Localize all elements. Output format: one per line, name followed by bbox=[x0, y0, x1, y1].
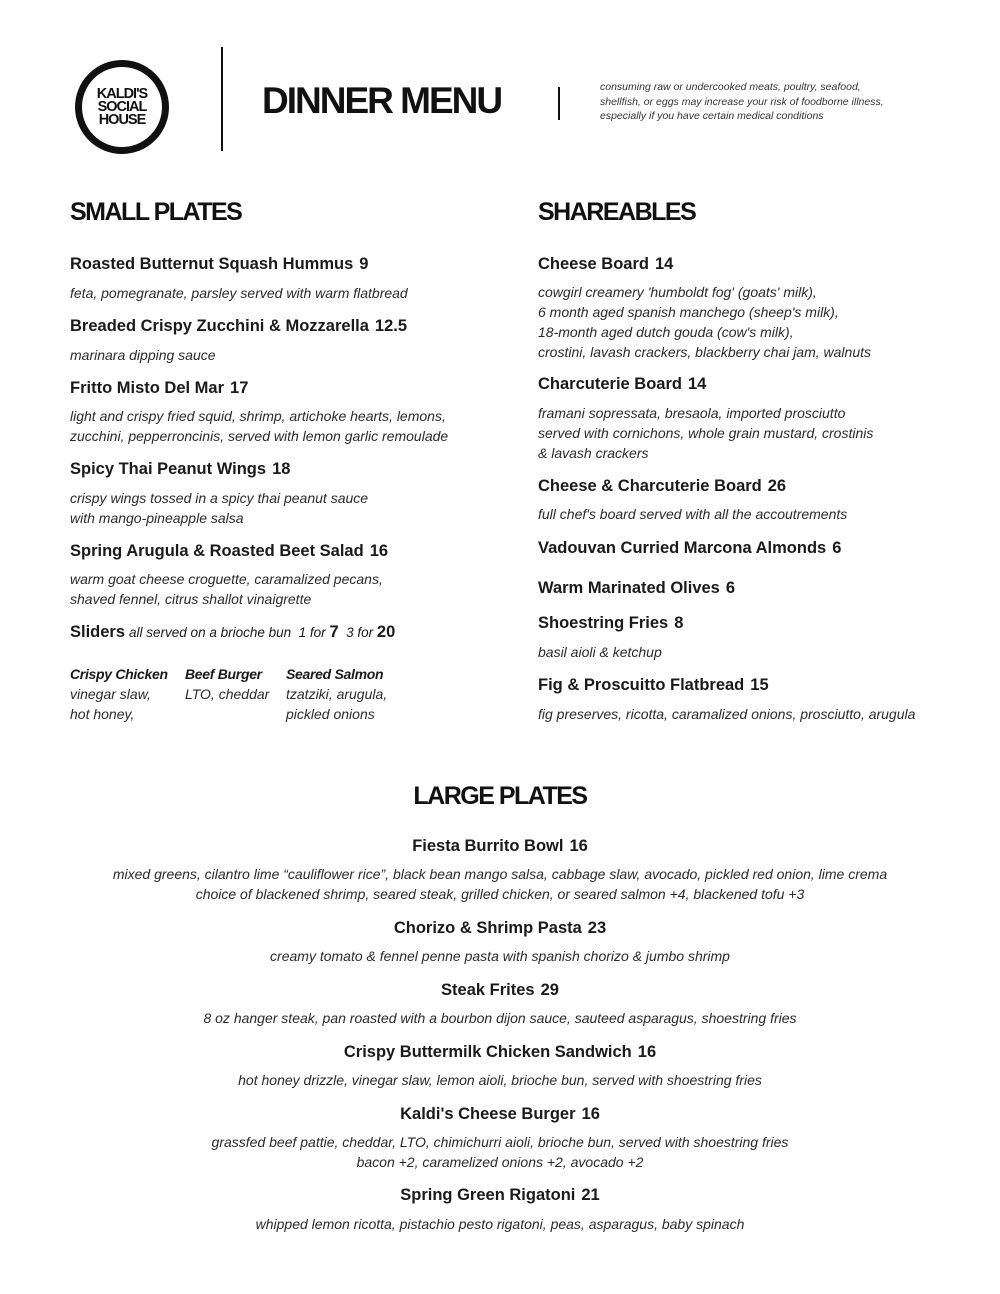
description-line: hot honey drizzle, vinegar slaw, lemon aioli, brioche bun, served with shoestring fries bbox=[238, 1072, 762, 1088]
item-price: 18 bbox=[272, 460, 291, 478]
item-price: 12.5 bbox=[374, 317, 408, 335]
menu-item bbox=[0, 919, 1000, 938]
menu-item bbox=[538, 676, 769, 695]
menu-item bbox=[538, 255, 673, 274]
item-description bbox=[70, 406, 448, 446]
description-line: feta, pomegranate, parsley served with warm flatbread bbox=[70, 285, 408, 301]
slider-option-crispy-chicken bbox=[70, 664, 168, 724]
slider-option-name: Seared Salmon bbox=[286, 666, 384, 682]
sliders-option-2-price: 20 bbox=[376, 623, 396, 641]
advisory-line: shellfish, or eggs may increase your risk of foodborne illness, bbox=[600, 95, 884, 108]
food-advisory bbox=[600, 80, 900, 124]
logo-line-2: SOCIAL bbox=[97, 98, 147, 115]
menu-item bbox=[0, 981, 1000, 1000]
slider-option-desc: tzatziki, arugula, bbox=[286, 686, 388, 702]
advisory-line: consuming raw or undercooked meats, poultry, seafood, bbox=[600, 81, 861, 93]
item-description bbox=[70, 488, 368, 528]
slider-option-desc: LTO, cheddar bbox=[185, 686, 270, 702]
menu-item bbox=[538, 579, 735, 598]
item-price: 14 bbox=[687, 375, 707, 393]
description-line: choice of blackened shrimp, seared steak, grilled chicken, or seared salmon +4, blackened tofu +3 bbox=[195, 886, 805, 902]
description-line: with mango-pineapple salsa bbox=[70, 510, 244, 526]
item-price: 16 bbox=[369, 542, 389, 560]
item-name: Kaldi's Cheese Burger bbox=[400, 1105, 576, 1123]
slider-option-desc: vinegar slaw, bbox=[70, 686, 151, 702]
item-description bbox=[0, 1214, 1000, 1234]
item-price: 6 bbox=[725, 579, 736, 597]
item-name: Vadouvan Curried Marcona Almonds bbox=[538, 539, 827, 557]
sliders-note-text: all served on a brioche bun bbox=[129, 625, 292, 640]
advisory-line: especially if you have certain medical conditions bbox=[600, 110, 824, 122]
item-price: 16 bbox=[581, 1105, 600, 1123]
item-price: 14 bbox=[654, 255, 674, 273]
item-description bbox=[70, 283, 408, 303]
menu-item bbox=[538, 614, 683, 633]
description-line: crispy wings tossed in a spicy thai peanut sauce bbox=[70, 490, 369, 506]
item-price: 6 bbox=[832, 539, 842, 557]
description-line: warm goat cheese croguette, caramalized pecans, bbox=[70, 571, 383, 587]
slider-option-name: Crispy Chicken bbox=[70, 666, 168, 682]
description-line: bacon +2, caramelized onions +2, avocado +2 bbox=[356, 1154, 644, 1170]
menu-item bbox=[0, 1105, 1000, 1124]
item-description bbox=[0, 1132, 1000, 1172]
item-description bbox=[538, 403, 873, 463]
item-price: 8 bbox=[674, 614, 684, 632]
item-name: Spring Arugula & Roasted Beet Salad bbox=[70, 542, 364, 560]
header-divider-right bbox=[558, 87, 560, 120]
description-line: light and crispy fried squid, shrimp, artichoke hearts, lemons, bbox=[70, 408, 446, 424]
item-description bbox=[70, 345, 216, 365]
item-description bbox=[0, 1070, 1000, 1090]
description-line: fig preserves, ricotta, caramalized onions, prosciutto, arugula bbox=[538, 706, 916, 722]
header-divider-left bbox=[221, 47, 223, 151]
description-line: served with cornichons, whole grain mustard, crostinis bbox=[538, 425, 874, 441]
item-price: 15 bbox=[750, 676, 769, 694]
item-name: Chorizo & Shrimp Pasta bbox=[393, 919, 582, 937]
sliders-option-2-text: 3 for bbox=[346, 625, 374, 640]
description-line: grassfed beef pattie, cheddar, LTO, chimichurri aioli, brioche bun, served with shoestring fries bbox=[211, 1134, 789, 1150]
item-name: Shoestring Fries bbox=[538, 614, 669, 632]
item-price: 21 bbox=[581, 1186, 600, 1204]
item-description bbox=[0, 946, 1000, 966]
item-price: 29 bbox=[540, 981, 559, 999]
description-line: 18-month aged dutch gouda (cow's milk), bbox=[538, 324, 794, 340]
item-name: Fiesta Burrito Bowl bbox=[412, 837, 564, 855]
description-line: cowgirl creamery 'humboldt fog' (goats' milk), bbox=[538, 284, 817, 300]
item-name: Crispy Buttermilk Chicken Sandwich bbox=[343, 1043, 632, 1061]
item-description bbox=[70, 569, 383, 609]
kaldis-logo bbox=[75, 60, 169, 154]
item-description bbox=[538, 504, 847, 524]
item-price: 23 bbox=[587, 919, 607, 937]
item-description bbox=[0, 1008, 1000, 1028]
menu-item bbox=[0, 1043, 1000, 1062]
description-line: mixed greens, cilantro lime “cauliflower rice”, black bean mango salsa, cabbage slaw, avocado, pickled red onion, lime crema bbox=[112, 866, 888, 882]
menu-item bbox=[70, 542, 388, 561]
item-price: 16 bbox=[569, 837, 588, 855]
slider-option-desc: pickled onions bbox=[286, 706, 375, 722]
item-name: Fritto Misto Del Mar bbox=[70, 379, 225, 397]
description-line: zucchini, pepperroncinis, served with lemon garlic remoulade bbox=[70, 428, 449, 444]
menu-item bbox=[70, 255, 368, 274]
sliders-option-1-price: 7 bbox=[329, 623, 339, 641]
large-plates-title: LARGE PLATES bbox=[413, 782, 587, 810]
menu-item bbox=[70, 379, 248, 398]
item-name: Cheese & Charcuterie Board bbox=[538, 477, 762, 495]
item-description bbox=[0, 864, 1000, 904]
sliders-option-1-text: 1 for bbox=[298, 625, 326, 640]
logo-line-1: KALDI'S bbox=[96, 85, 148, 102]
item-price: 17 bbox=[230, 379, 249, 397]
sliders-item bbox=[70, 623, 395, 642]
item-price: 26 bbox=[767, 477, 787, 495]
menu-item bbox=[0, 837, 1000, 856]
item-description bbox=[538, 704, 915, 724]
description-line: 6 month aged spanish manchego (sheep's milk), bbox=[538, 304, 839, 320]
menu-item bbox=[538, 375, 706, 394]
description-line: basil aioli & ketchup bbox=[538, 644, 662, 660]
description-line: whipped lemon ricotta, pistachio pesto rigatoni, peas, asparagus, baby spinach bbox=[255, 1216, 745, 1232]
item-name: Charcuterie Board bbox=[538, 375, 682, 393]
description-line: marinara dipping sauce bbox=[70, 347, 216, 363]
description-line: framani sopressata, bresaola, imported prosciutto bbox=[538, 405, 846, 421]
menu-item bbox=[538, 477, 786, 496]
description-line: crostini, lavash crackers, blackberry chai jam, walnuts bbox=[538, 344, 872, 360]
slider-option-beef-burger bbox=[185, 664, 269, 704]
item-name: Breaded Crispy Zucchini & Mozzarella bbox=[70, 317, 369, 335]
slider-option-desc: hot honey, bbox=[70, 706, 135, 722]
item-price: 9 bbox=[359, 255, 369, 273]
sliders-note bbox=[129, 625, 395, 640]
description-line: creamy tomato & fennel penne pasta with spanish chorizo & jumbo shrimp bbox=[270, 948, 730, 964]
menu-item bbox=[538, 539, 841, 558]
item-description bbox=[538, 642, 662, 662]
small-plates-title: SMALL PLATES bbox=[70, 198, 242, 226]
slider-option-name: Beef Burger bbox=[185, 666, 262, 682]
item-name: Steak Frites bbox=[441, 981, 535, 999]
logo-line-3: HOUSE bbox=[98, 111, 146, 128]
description-line: & lavash crackers bbox=[538, 445, 649, 461]
page-title: DINNER MENU bbox=[262, 80, 502, 121]
description-line: 8 oz hanger steak, pan roasted with a bourbon dijon sauce, sauteed asparagus, shoestring fries bbox=[203, 1010, 797, 1026]
description-line: full chef's board served with all the accoutrements bbox=[538, 506, 848, 522]
menu-item bbox=[70, 460, 290, 479]
item-name: Roasted Butternut Squash Hummus bbox=[70, 255, 354, 273]
item-name: Spring Green Rigatoni bbox=[400, 1186, 576, 1204]
item-name: Warm Marinated Olives bbox=[538, 579, 720, 597]
shareables-title: SHAREABLES bbox=[538, 198, 696, 226]
slider-option-seared-salmon bbox=[286, 664, 387, 724]
menu-item bbox=[0, 1186, 1000, 1205]
item-name: Cheese Board bbox=[538, 255, 649, 273]
item-name: Sliders bbox=[70, 623, 126, 641]
item-description bbox=[538, 282, 871, 362]
item-price: 16 bbox=[637, 1043, 657, 1061]
menu-item bbox=[70, 317, 407, 336]
item-name: Spicy Thai Peanut Wings bbox=[70, 460, 267, 478]
description-line: shaved fennel, citrus shallot vinaigrette bbox=[70, 591, 312, 607]
item-name: Fig & Proscuitto Flatbread bbox=[538, 676, 745, 694]
